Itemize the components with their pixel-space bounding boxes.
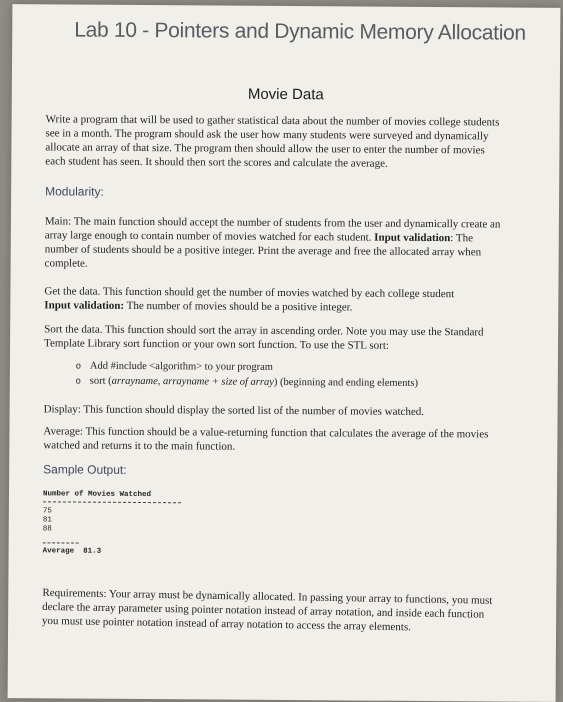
sample-output-values bbox=[43, 507, 52, 534]
main-input-validation-label: Input validation bbox=[374, 231, 451, 245]
bullet-sort-a: sort ( bbox=[89, 375, 112, 387]
stl-bullets bbox=[90, 359, 510, 392]
main-input-validation-text: : The number of students should be a positive integer. Print the average and free the allocated array when complete. bbox=[44, 232, 482, 270]
sample-average-row bbox=[43, 547, 102, 556]
intro-paragraph: Write a program that will be used to gather statistical data about the number of movies college students see in a month. The program should ask the user how many students were surveyed and dynamically allocate an array of that size. The program then should allow the user to enter the number of movies each student has seen. It should then sort the scores and calculate the average. bbox=[45, 113, 500, 170]
display-paragraph: Display: This function should display the sorted list of the number of movies watched. bbox=[43, 403, 425, 418]
main-text: Main: The main function should accept the number of students from the user and dynamically create an array large enough to contain number of movies watched for each student. bbox=[44, 215, 501, 244]
bullet-sort bbox=[90, 374, 510, 392]
sample-output-divider bbox=[43, 501, 181, 503]
get-data-text: Get the data. This function should get the number of movies watched by each college student bbox=[44, 285, 455, 301]
sort-paragraph: Sort the data. This function should sort the array in ascending order. Note you may use the Standard Template Library sort function or your own sort function. To use the STL sort: bbox=[44, 323, 484, 352]
modularity-label: Modularity: bbox=[45, 184, 104, 199]
sample-output-label: Sample Output: bbox=[43, 462, 127, 477]
average-paragraph: Average: This function should be a value-returning function that calculates the average of the movies watched and returns it to the main function. bbox=[43, 425, 489, 453]
bullet-sort-args: arrayname, arrayname + size of array bbox=[111, 375, 274, 388]
requirements-paragraph: Requirements: Your array must be dynamically allocated. In passing your array to functions, you must declare the array parameter using pointer notation instead of array notation, and inside each function you must use pointer notation instead of array notation to access the array elements. bbox=[41, 586, 493, 634]
bullet-include: o Add #include <algorithm> to your program bbox=[90, 359, 510, 377]
section-heading: Movie Data bbox=[247, 85, 324, 104]
main-paragraph bbox=[45, 214, 503, 273]
get-input-validation-text: The number of movies should be a positive integer. bbox=[124, 299, 353, 314]
sample-value: 81 bbox=[42, 516, 52, 525]
get-data-paragraph bbox=[44, 284, 502, 315]
sample-value: 75 bbox=[42, 507, 52, 516]
bullet-sort-b: ) (beginning and ending elements) bbox=[273, 376, 419, 389]
sample-output-header: Number of Movies Watched bbox=[42, 490, 152, 500]
lab-title: Lab 10 - Pointers and Dynamic Memory Allocation bbox=[74, 18, 526, 45]
sample-value: 88 bbox=[42, 525, 52, 534]
sample-average-divider bbox=[43, 542, 79, 543]
get-input-validation-label: Input validation: bbox=[44, 299, 125, 312]
sample-average-label: Average bbox=[42, 547, 75, 556]
sample-average-value: 81.3 bbox=[83, 547, 102, 556]
document-page bbox=[8, 4, 561, 702]
